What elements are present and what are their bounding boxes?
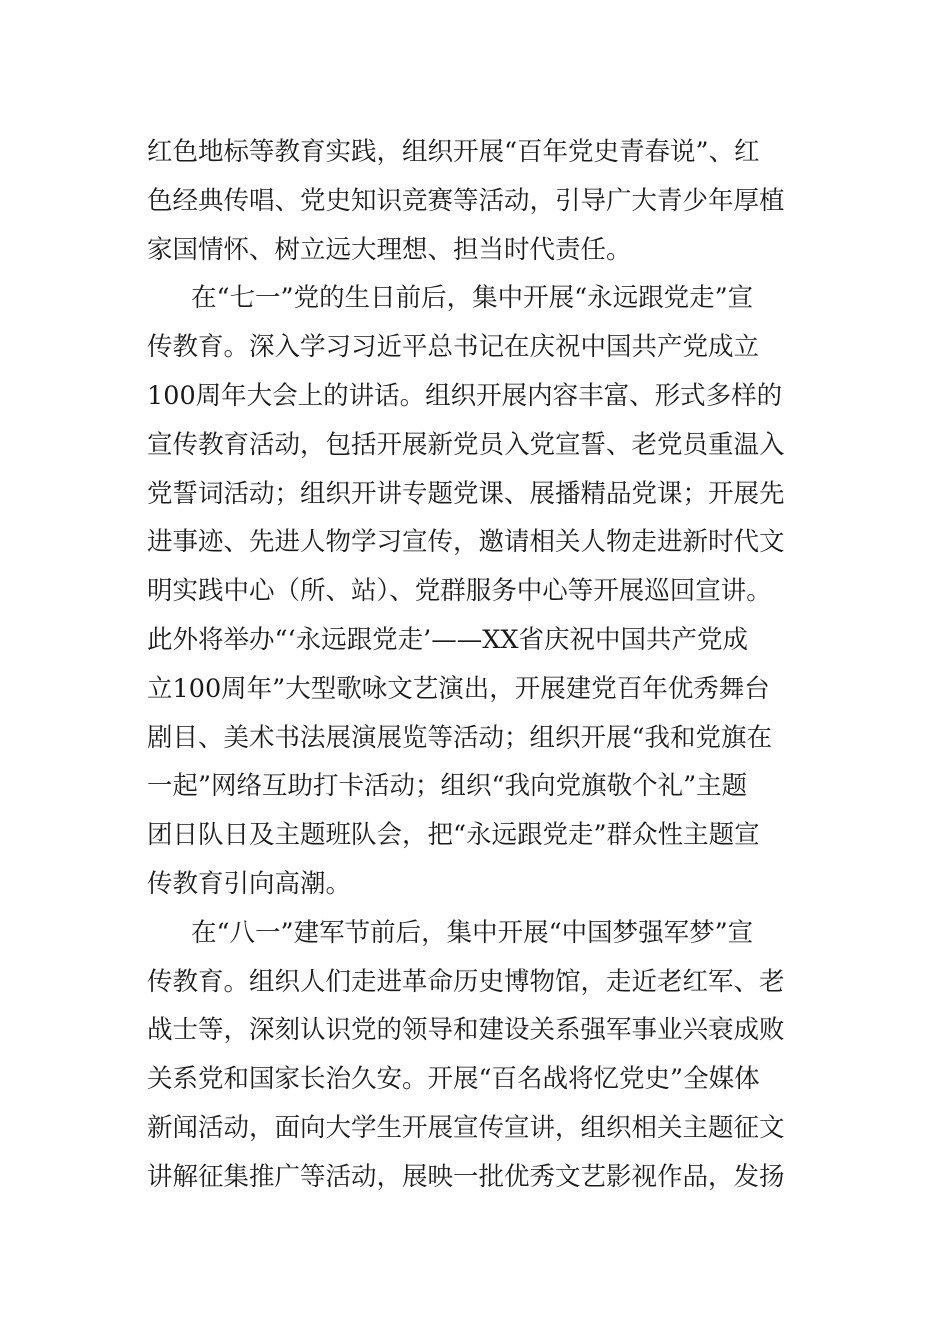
document-body: [147, 128, 807, 1202]
text-line: 关系党和国家长治久安。开展“百名战将忆党史”全媒体: [147, 1064, 760, 1095]
text-line: 100周年大会上的讲话。组织开展内容丰富、形式多样的: [147, 380, 783, 411]
text-line: 红色地标等教育实践，组织开展“百年党史青春说”、红: [147, 137, 760, 167]
text-line: 传教育。组织人们走进革命历史博物馆，走近老红军、老: [147, 966, 785, 997]
text-line: 战士等，深刻认识党的领导和建设关系强军事业兴衰成败: [147, 1015, 785, 1046]
text-line: 新闻活动，面向大学生开展宣传宣讲，组织相关主题征文: [147, 1112, 785, 1143]
text-line: 立100周年”大型歌咏文艺演出，开展建党百年优秀舞台: [147, 673, 770, 704]
text-line: 色经典传唱、党史知识竞赛等活动，引导广大青少年厚植: [147, 185, 785, 216]
text-line: 一起”网络互助打卡活动；组织“我向党旗敬个礼”主题: [147, 771, 748, 802]
text-line: 传教育引向高潮。: [147, 868, 352, 899]
text-line: 明实践中心（所、站）、党群服务中心等开展巡回宣讲。: [147, 576, 772, 607]
paragraph-first-line: 在“七一”党的生日前后，集中开展“永远跟党走”宣: [191, 283, 754, 314]
text-line: 党誓词活动；组织开讲专题党课、展播精品党课；开展先: [147, 478, 785, 509]
text-line: 讲解征集推广等活动，展映一批优秀文艺影视作品，发扬: [147, 1161, 785, 1192]
text-line: 此外将举办“‘永远跟党走’——XX省庆祝中国共产党成: [147, 624, 749, 655]
text-line: 家国情怀、树立远大理想、担当时代责任。: [147, 234, 632, 265]
text-line: 传教育。深入学习习近平总书记在庆祝中国共产党成立: [147, 332, 760, 363]
text-line: 团日队日及主题班队会，把“永远跟党走”群众性主题宣: [147, 820, 760, 851]
text-line: 宣传教育活动，包括开展新党员入党宣誓、老党员重温入: [147, 429, 785, 460]
text-line: 剧目、美术书法展演展览等活动；组织开展“我和党旗在: [147, 722, 773, 753]
text-line: 进事迹、先进人物学习宣传，邀请相关人物走进新时代文: [147, 527, 785, 558]
paragraph-first-line: 在“八一”建军节前后，集中开展“中国梦强军梦”宣: [191, 917, 754, 948]
